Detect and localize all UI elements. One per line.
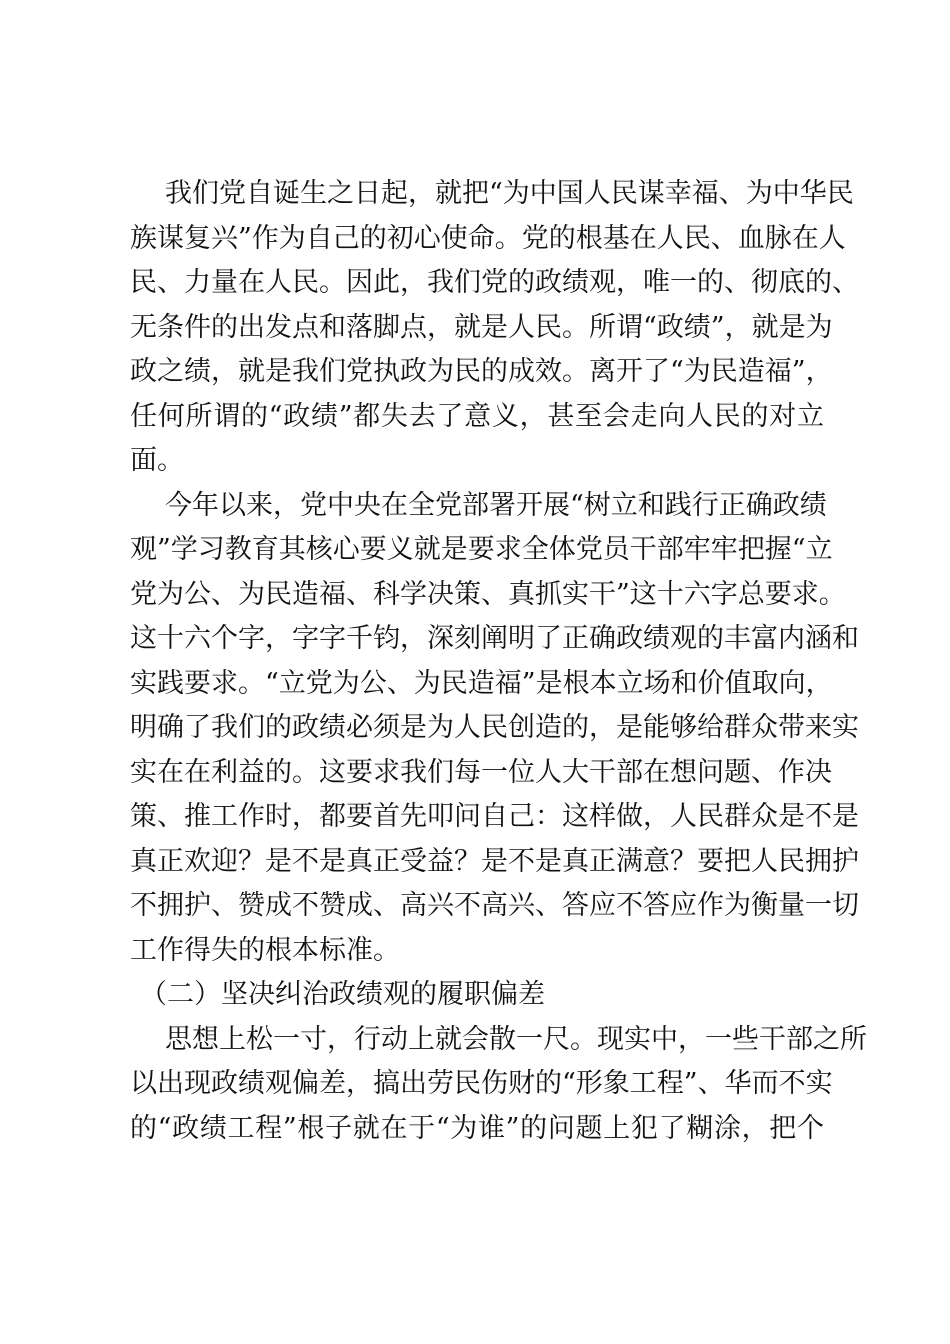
paragraph-line: 这十六个字，字字千钧，深刻阐明了正确政绩观的丰富内涵和 [130, 623, 859, 654]
paragraph-line: 政之绩，就是我们党执政为民的成效。离开了“为民造福”， [130, 356, 833, 387]
paragraph-line: 我们党自诞生之日起，就把“为中国人民谋幸福、为中华民 [165, 178, 854, 209]
paragraph-line: 无条件的出发点和落脚点，就是人民。所谓“政绩”，就是为 [130, 311, 833, 343]
paragraph-1 [130, 172, 859, 484]
paragraph-line: 的“政绩工程”根子就在于“为谁”的问题上犯了糊涂，把个 [130, 1112, 824, 1144]
section-heading: （二）坚决纠治政绩观的履职偏差 [140, 979, 545, 1010]
paragraph-line: 不拥护、赞成不赞成、高兴不高兴、答应不答应作为衡量一切 [130, 890, 859, 921]
paragraph-line: 策、推工作时，都要首先叩问自己：这样做，人民群众是不是 [130, 801, 859, 832]
paragraph-line: 思想上松一寸，行动上就会散一尺。现实中，一些干部之所 [165, 1023, 867, 1055]
paragraph-line: 真正欢迎？是不是真正受益？是不是真正满意？要把人民拥护 [130, 845, 859, 877]
document-body [130, 172, 867, 1151]
paragraph-line: 党为公、为民造福、科学决策、真抓实干”这十六字总要求。 [130, 578, 846, 610]
paragraph-line: 族谋复兴”作为自己的初心使命。党的根基在人民、血脉在人 [130, 222, 846, 254]
paragraph-line: 民、力量在人民。因此，我们党的政绩观，唯一的、彻底的、 [130, 267, 859, 298]
paragraph-line: 明确了我们的政绩必须是为人民创造的，是能够给群众带来实 [130, 712, 859, 743]
paragraph-line: 观”学习教育其核心要义就是要求全体党员干部牢牢把握“立 [130, 534, 833, 565]
paragraph-line: 以出现政绩观偏差，搞出劳民伤财的“形象工程”、华而不实 [130, 1068, 833, 1099]
paragraph-line: 面。 [130, 445, 184, 476]
paragraph-line: 今年以来，党中央在全党部署开展“树立和践行正确政绩 [165, 489, 827, 521]
paragraph-2 [130, 484, 859, 974]
paragraph-3 [130, 1018, 867, 1152]
paragraph-line: 工作得失的根本标准。 [130, 934, 400, 966]
paragraph-line: 实践要求。“立党为公、为民造福”是根本立场和价值取向， [130, 667, 833, 699]
paragraph-line: 任何所谓的“政绩”都失去了意义，甚至会走向人民的对立 [130, 400, 824, 432]
paragraph-line: 实在在利益的。这要求我们每一位人大干部在想问题、作决 [130, 756, 832, 788]
